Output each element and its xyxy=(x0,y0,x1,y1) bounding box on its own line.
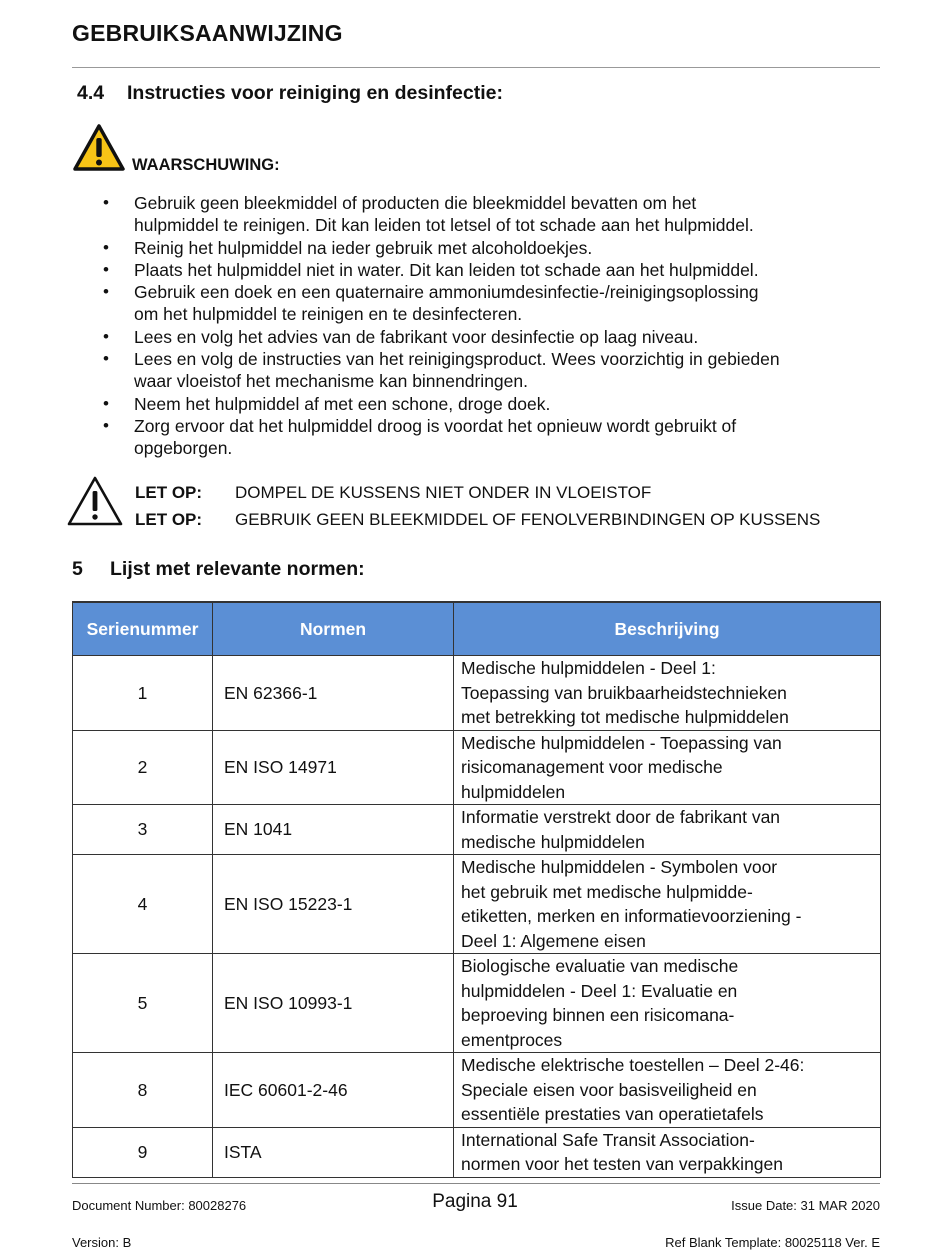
description-line: risicomanagement voor medische xyxy=(461,757,723,777)
caution-row xyxy=(135,510,820,530)
list-item-line: Gebruik geen bleekmiddel of producten die bleekmiddel bevatten om het xyxy=(134,193,697,213)
warning-label: WAARSCHUWING: xyxy=(132,156,280,174)
cleaning-instructions-list xyxy=(100,192,880,460)
description-line: beproeving binnen een risicomana- xyxy=(461,1005,735,1025)
list-item-line: hulpmiddel te reinigen. Dit kan leiden tot letsel of tot schade aan het hulpmiddel. xyxy=(134,215,754,236)
norm-cell: ISTA xyxy=(213,1127,454,1177)
title-divider xyxy=(72,67,880,68)
serial-cell: 2 xyxy=(73,730,213,805)
description-cell xyxy=(454,656,881,731)
norm-cell: EN ISO 10993-1 xyxy=(213,954,454,1053)
list-item-line: Zorg ervoor dat het hulpmiddel droog is voordat het opnieuw wordt gebruikt of xyxy=(134,415,737,436)
list-item xyxy=(100,237,880,259)
bullet-icon: • xyxy=(103,326,109,346)
bullet-icon: • xyxy=(103,193,109,212)
list-item xyxy=(100,348,880,393)
caution-text: DOMPEL DE KUSSENS NIET ONDER IN VLOEISTOF xyxy=(235,483,652,502)
description-line: medische hulpmiddelen xyxy=(461,831,645,852)
serial-cell: 8 xyxy=(73,1053,213,1128)
list-item-line: Plaats het hulpmiddel niet in water. Dit kan leiden tot schade aan het hulpmiddel. xyxy=(134,259,759,280)
section-number: 5 xyxy=(72,558,83,580)
table-row xyxy=(73,805,881,855)
description-line: Deel 1: Algemene eisen xyxy=(461,930,646,951)
section-5-heading xyxy=(72,558,365,581)
serial-cell: 4 xyxy=(73,855,213,954)
description-line: Speciale eisen voor basisveiligheid en xyxy=(461,1079,757,1100)
caution-label: LET OP: xyxy=(135,510,203,529)
norm-cell: IEC 60601-2-46 xyxy=(213,1053,454,1128)
serial-cell: 1 xyxy=(73,656,213,731)
caution-label: LET OP: xyxy=(135,483,203,502)
section-4-4-heading xyxy=(77,82,503,105)
description-line: normen voor het testen van verpakkingen xyxy=(461,1154,783,1174)
list-item xyxy=(100,326,880,348)
description-line: met betrekking tot medische hulpmiddelen xyxy=(461,707,789,727)
list-item-line: om het hulpmiddel te reinigen en te desinfecteren. xyxy=(134,304,523,325)
description-line: etiketten, merken en informatievoorziening - xyxy=(461,906,802,926)
description-cell xyxy=(454,1053,881,1128)
description-line: essentiële prestaties van operatietafels xyxy=(461,1104,764,1124)
description-line: Informatie verstrekt door de fabrikant van xyxy=(461,807,781,827)
list-item xyxy=(100,415,880,460)
section-number: 4.4 xyxy=(77,82,105,104)
serial-cell: 5 xyxy=(73,954,213,1053)
header-beschrijving: Beschrijving xyxy=(454,602,881,656)
description-line: hulpmiddelen xyxy=(461,781,566,802)
section-title: Lijst met relevante normen: xyxy=(110,558,365,580)
list-item xyxy=(100,281,880,326)
serial-cell: 3 xyxy=(73,805,213,855)
caution-icon xyxy=(66,475,124,527)
description-line: Medische hulpmiddelen - Symbolen voor xyxy=(461,857,778,877)
list-item-line: Lees en volg de instructies van het reinigingsproduct. Wees voorzichtig in gebieden xyxy=(134,349,780,370)
list-item-line: Reinig het hulpmiddel na ieder gebruik met alcoholdoekjes. xyxy=(134,237,593,258)
table-row xyxy=(73,855,881,954)
document-title: GEBRUIKSAANWIJZING xyxy=(72,20,343,46)
footer-version: Version: B xyxy=(72,1235,132,1250)
list-item-line: Neem het hulpmiddel af met een schone, droge doek. xyxy=(134,393,551,414)
footer-issue-date: Issue Date: 31 MAR 2020 xyxy=(731,1198,880,1213)
bullet-icon: • xyxy=(103,237,109,257)
table-row xyxy=(73,1053,881,1128)
norm-cell: EN 1041 xyxy=(213,805,454,855)
header-serienummer: Serienummer xyxy=(73,602,213,656)
description-cell xyxy=(454,805,881,855)
description-line: Medische elektrische toestellen – Deel 2-46: xyxy=(461,1055,805,1075)
description-cell xyxy=(454,1127,881,1177)
table-row xyxy=(73,1127,881,1177)
serial-cell: 9 xyxy=(73,1127,213,1177)
bullet-icon: • xyxy=(103,415,109,435)
warning-icon xyxy=(72,123,126,173)
table-row xyxy=(73,656,881,731)
description-cell xyxy=(454,954,881,1053)
caution-row xyxy=(135,483,651,503)
description-line: hulpmiddelen - Deel 1: Evaluatie en xyxy=(461,980,738,1001)
list-item xyxy=(100,393,880,415)
standards-table xyxy=(72,601,881,1178)
list-item-line: waar vloeistof het mechanisme kan binnendringen. xyxy=(134,371,528,392)
norm-cell: EN ISO 15223-1 xyxy=(213,855,454,954)
list-item-line: Lees en volg het advies van de fabrikant voor desinfectie op laag niveau. xyxy=(134,326,699,347)
list-item-line: opgeborgen. xyxy=(134,438,233,459)
description-line: Toepassing van bruikbaarheidstechnieken xyxy=(461,682,787,703)
list-item xyxy=(100,192,880,237)
table-header-row xyxy=(73,602,881,656)
bullet-icon: • xyxy=(103,282,109,302)
header-normen: Normen xyxy=(213,602,454,656)
section-title: Instructies voor reiniging en desinfectie: xyxy=(127,82,503,104)
description-line: Biologische evaluatie van medische xyxy=(461,956,739,976)
caution-text: GEBRUIK GEEN BLEEKMIDDEL OF FENOLVERBINDINGEN OP KUSSENS xyxy=(235,510,821,529)
description-line: International Safe Transit Association- xyxy=(461,1129,755,1150)
description-cell xyxy=(454,855,881,954)
list-item xyxy=(100,259,880,281)
footer-page-number: Pagina 91 xyxy=(432,1191,518,1212)
description-cell xyxy=(454,730,881,805)
table-row xyxy=(73,954,881,1053)
bullet-icon: • xyxy=(103,259,109,279)
footer-divider xyxy=(72,1183,880,1184)
norm-cell: EN ISO 14971 xyxy=(213,730,454,805)
description-line: Medische hulpmiddelen - Toepassing van xyxy=(461,732,782,753)
list-item-line: Gebruik een doek en een quaternaire ammoniumdesinfectie-/reinigingsoplossing xyxy=(134,282,759,303)
footer-document-number: Document Number: 80028276 xyxy=(72,1198,247,1213)
table-row xyxy=(73,730,881,805)
description-line: ementproces xyxy=(461,1029,563,1050)
norm-cell: EN 62366-1 xyxy=(213,656,454,731)
footer-ref-template: Ref Blank Template: 80025118 Ver. E xyxy=(665,1235,880,1250)
description-line: Medische hulpmiddelen - Deel 1: xyxy=(461,658,716,678)
description-line: het gebruik met medische hulpmidde- xyxy=(461,881,753,902)
bullet-icon: • xyxy=(103,393,109,413)
bullet-icon: • xyxy=(103,349,109,369)
